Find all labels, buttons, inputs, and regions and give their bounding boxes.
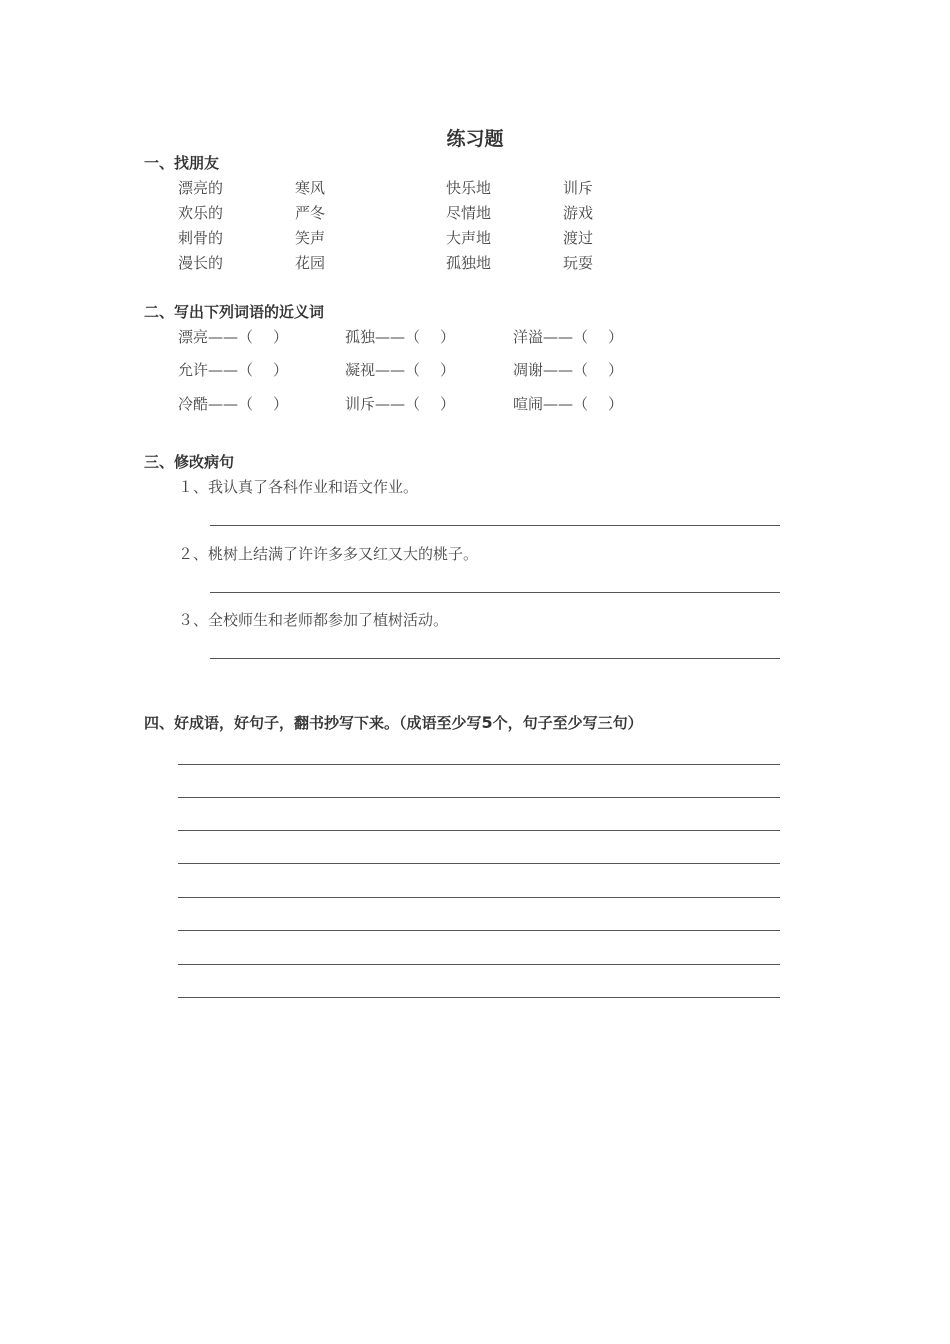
word-col3-4: 孤独地 — [446, 254, 492, 272]
synonym-item — [513, 359, 623, 380]
section4-heading-number: 5 — [481, 713, 493, 732]
section1-heading: 一、找朋友 — [144, 154, 220, 172]
answer-line[interactable] — [210, 525, 780, 526]
open-paren: （ — [238, 361, 254, 379]
page-title: 练习题 — [446, 128, 504, 150]
faulty-sentence-2: ２、桃树上结满了许许多多又红又大的桃子。 — [178, 545, 479, 563]
synonym-word: 凋谢 — [513, 361, 544, 379]
word-col3-1: 快乐地 — [446, 179, 492, 197]
synonym-word: 洋溢 — [513, 328, 544, 346]
writing-line[interactable] — [178, 930, 780, 931]
answer-blank[interactable] — [238, 326, 288, 347]
close-paren: ） — [608, 395, 624, 413]
word-col2-4: 花园 — [295, 254, 326, 272]
word-col1-3: 刺骨的 — [178, 229, 224, 247]
open-paren: （ — [405, 328, 421, 346]
synonym-item — [178, 393, 288, 414]
word-col4-4: 玩耍 — [563, 254, 594, 272]
synonym-word: 允许 — [178, 361, 209, 379]
answer-blank[interactable] — [573, 326, 623, 347]
open-paren: （ — [573, 395, 589, 413]
word-col4-1: 训斥 — [563, 179, 594, 197]
synonym-item — [513, 326, 623, 347]
word-col2-2: 严冬 — [295, 204, 326, 222]
writing-line[interactable] — [178, 897, 780, 898]
word-col2-3: 笑声 — [295, 229, 326, 247]
close-paren: ） — [440, 328, 456, 346]
dash: —— — [208, 361, 239, 379]
answer-blank[interactable] — [405, 359, 455, 380]
faulty-sentence-3: ３、全校师生和老师都参加了植树活动。 — [178, 611, 449, 629]
close-paren: ） — [608, 328, 624, 346]
dash: —— — [375, 361, 406, 379]
answer-blank[interactable] — [238, 393, 288, 414]
word-col4-2: 游戏 — [563, 204, 594, 222]
close-paren: ） — [273, 361, 289, 379]
word-col2-1: 寒风 — [295, 179, 326, 197]
answer-blank[interactable] — [573, 359, 623, 380]
dash: —— — [543, 395, 574, 413]
open-paren: （ — [238, 328, 254, 346]
faulty-sentence-1: １、我认真了各科作业和语文作业。 — [178, 478, 419, 496]
synonym-word: 冷酷 — [178, 395, 209, 413]
word-col1-2: 欢乐的 — [178, 204, 224, 222]
section4-heading-text: 四、好成语，好句子，翻书抄写下来。（成语至少写 — [144, 714, 482, 732]
close-paren: ） — [273, 395, 289, 413]
word-col1-1: 漂亮的 — [178, 179, 224, 197]
writing-line[interactable] — [178, 764, 780, 765]
dash: —— — [375, 395, 406, 413]
word-col3-3: 大声地 — [446, 229, 492, 247]
synonym-item — [178, 359, 288, 380]
synonym-word: 凝视 — [345, 361, 376, 379]
dash: —— — [208, 395, 239, 413]
synonym-word: 孤独 — [345, 328, 376, 346]
open-paren: （ — [405, 361, 421, 379]
writing-line[interactable] — [178, 797, 780, 798]
open-paren: （ — [238, 395, 254, 413]
synonym-item — [345, 326, 455, 347]
close-paren: ） — [440, 395, 456, 413]
section4-heading-text-end: 个，句子至少写三句） — [492, 714, 643, 732]
answer-line[interactable] — [210, 658, 780, 659]
answer-blank[interactable] — [238, 359, 288, 380]
answer-blank[interactable] — [573, 393, 623, 414]
writing-line[interactable] — [178, 863, 780, 864]
synonym-item — [513, 393, 623, 414]
synonym-item — [345, 393, 455, 414]
synonym-word: 漂亮 — [178, 328, 209, 346]
synonym-word: 训斥 — [345, 395, 376, 413]
synonym-word: 喧闹 — [513, 395, 544, 413]
close-paren: ） — [440, 361, 456, 379]
dash: —— — [543, 328, 574, 346]
answer-blank[interactable] — [405, 393, 455, 414]
writing-line[interactable] — [178, 964, 780, 965]
synonym-item — [345, 359, 455, 380]
writing-line[interactable] — [178, 997, 780, 998]
writing-line[interactable] — [178, 830, 780, 831]
answer-blank[interactable] — [405, 326, 455, 347]
dash: —— — [543, 361, 574, 379]
synonym-item — [178, 326, 288, 347]
section4-heading — [144, 712, 643, 733]
dash: —— — [208, 328, 239, 346]
word-col4-3: 渡过 — [563, 229, 594, 247]
answer-line[interactable] — [210, 592, 780, 593]
section3-heading: 三、修改病句 — [144, 453, 235, 471]
word-col3-2: 尽情地 — [446, 204, 492, 222]
open-paren: （ — [573, 328, 589, 346]
close-paren: ） — [273, 328, 289, 346]
open-paren: （ — [405, 395, 421, 413]
word-col1-4: 漫长的 — [178, 254, 224, 272]
section2-heading: 二、写出下列词语的近义词 — [144, 303, 325, 321]
open-paren: （ — [573, 361, 589, 379]
dash: —— — [375, 328, 406, 346]
close-paren: ） — [608, 361, 624, 379]
